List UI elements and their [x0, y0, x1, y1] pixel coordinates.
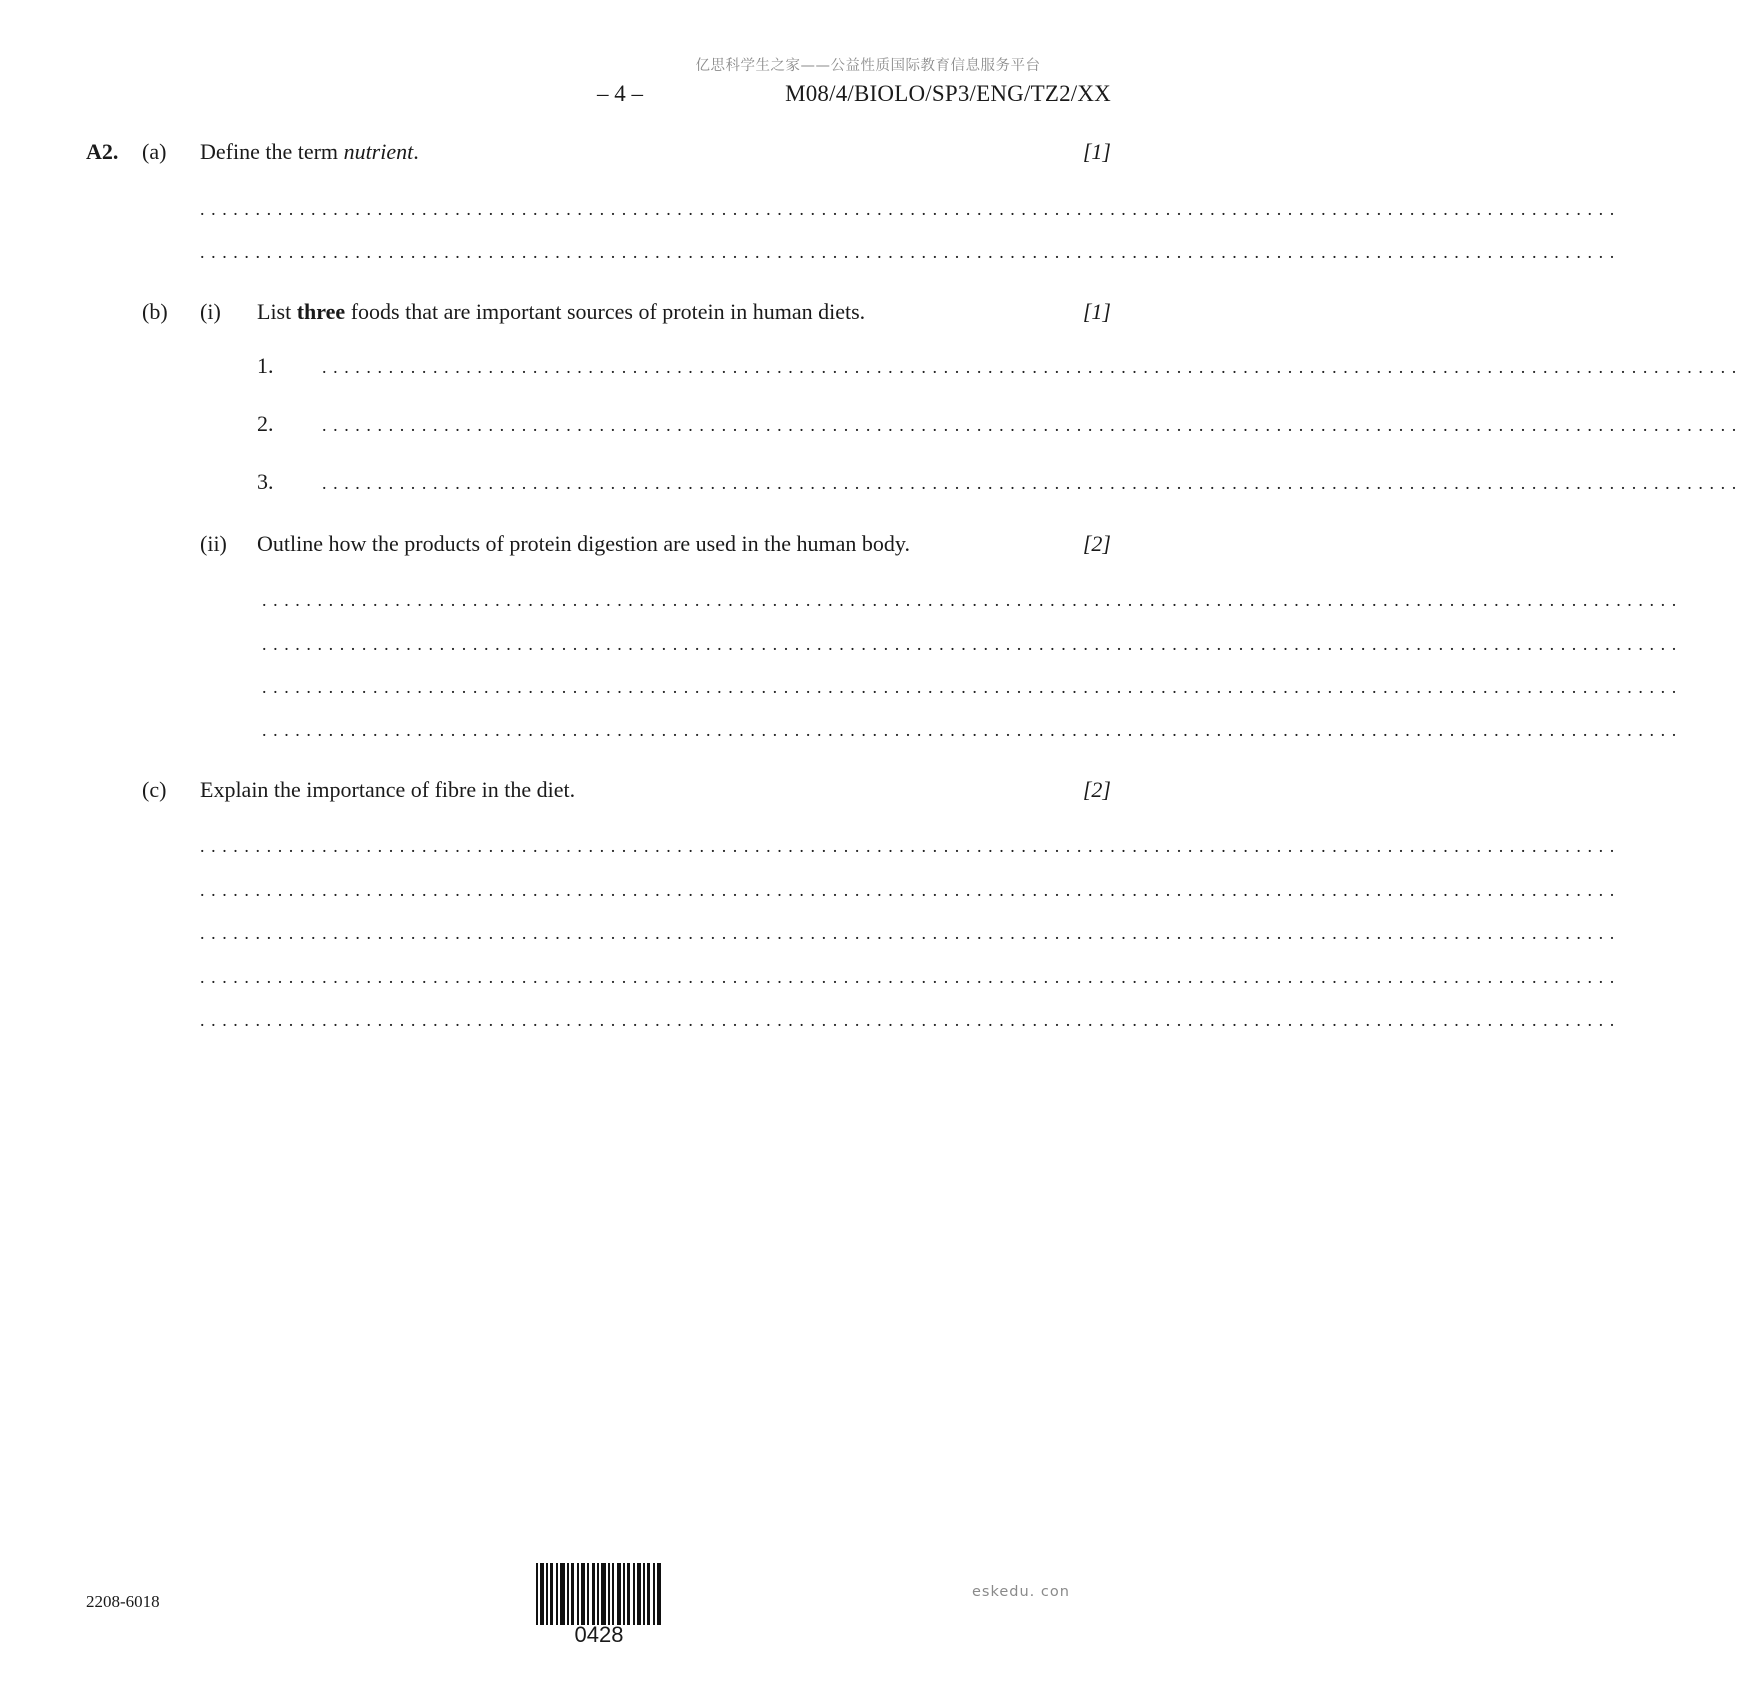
answer-line[interactable]: ................................................................................................................................	[200, 967, 1621, 987]
watermark-text: 亿思科学生之家——公益性质国际教育信息服务平台	[695, 58, 1041, 74]
part-b-i-question	[257, 299, 865, 325]
part-b-ii-label: (ii)	[200, 531, 227, 556]
barcode-icon	[534, 1563, 664, 1625]
site-watermark: eskedu. con	[972, 1584, 1070, 1600]
answer-line[interactable]: ................................................................................................................................	[200, 923, 1621, 943]
part-b-i-text-after: foods that are important sources of protein in human diets.	[345, 299, 866, 324]
answer-line[interactable]: ................................................................................................................................	[322, 357, 1743, 377]
answer-line[interactable]: ................................................................................................................................	[200, 836, 1621, 856]
part-a-marks: [1]	[1082, 139, 1111, 164]
answer-line[interactable]: ................................................................................................................................	[322, 473, 1743, 493]
part-b-i-label: (i)	[200, 299, 221, 324]
exam-code: M08/4/BIOLO/SP3/ENG/TZ2/XX	[785, 81, 1111, 106]
part-b-i-emphasis: three	[296, 299, 346, 324]
answer-line[interactable]: ................................................................................................................................	[262, 677, 1683, 697]
part-b-ii-question: Outline how the products of protein digestion are used in the human body.	[257, 531, 910, 556]
list-item-number: 3.	[257, 469, 274, 494]
part-c-marks: [2]	[1082, 777, 1111, 802]
answer-line[interactable]: ................................................................................................................................	[200, 1010, 1621, 1030]
part-a-text-after: .	[413, 139, 419, 164]
part-b-label: (b)	[142, 299, 168, 324]
answer-line[interactable]: ................................................................................................................................	[200, 199, 1621, 219]
question-number: A2.	[86, 139, 119, 164]
part-c-question: Explain the importance of fibre in the diet.	[200, 777, 576, 802]
list-item-number: 1.	[257, 353, 274, 378]
part-a-question	[200, 139, 419, 165]
part-c-label: (c)	[142, 777, 167, 802]
answer-line[interactable]: ................................................................................................................................	[262, 720, 1683, 740]
list-item-number: 2.	[257, 411, 274, 436]
answer-line[interactable]: ................................................................................................................................	[200, 880, 1621, 900]
answer-line[interactable]: ................................................................................................................................	[262, 634, 1683, 654]
part-b-ii-marks: [2]	[1082, 531, 1111, 556]
part-a-term: nutrient	[343, 139, 414, 164]
part-a-label: (a)	[142, 139, 167, 164]
part-a-text-before: Define the term	[200, 139, 344, 164]
part-b-i-marks: [1]	[1082, 299, 1111, 324]
paper-code: 2208-6018	[86, 1592, 160, 1611]
answer-line[interactable]: ................................................................................................................................	[262, 590, 1683, 610]
page-number: – 4 –	[597, 81, 643, 106]
part-b-i-text-before: List	[257, 299, 297, 324]
answer-line[interactable]: ................................................................................................................................	[322, 415, 1743, 435]
answer-line[interactable]: ................................................................................................................................	[200, 242, 1621, 262]
barcode-number: 0428	[574, 1622, 624, 1647]
